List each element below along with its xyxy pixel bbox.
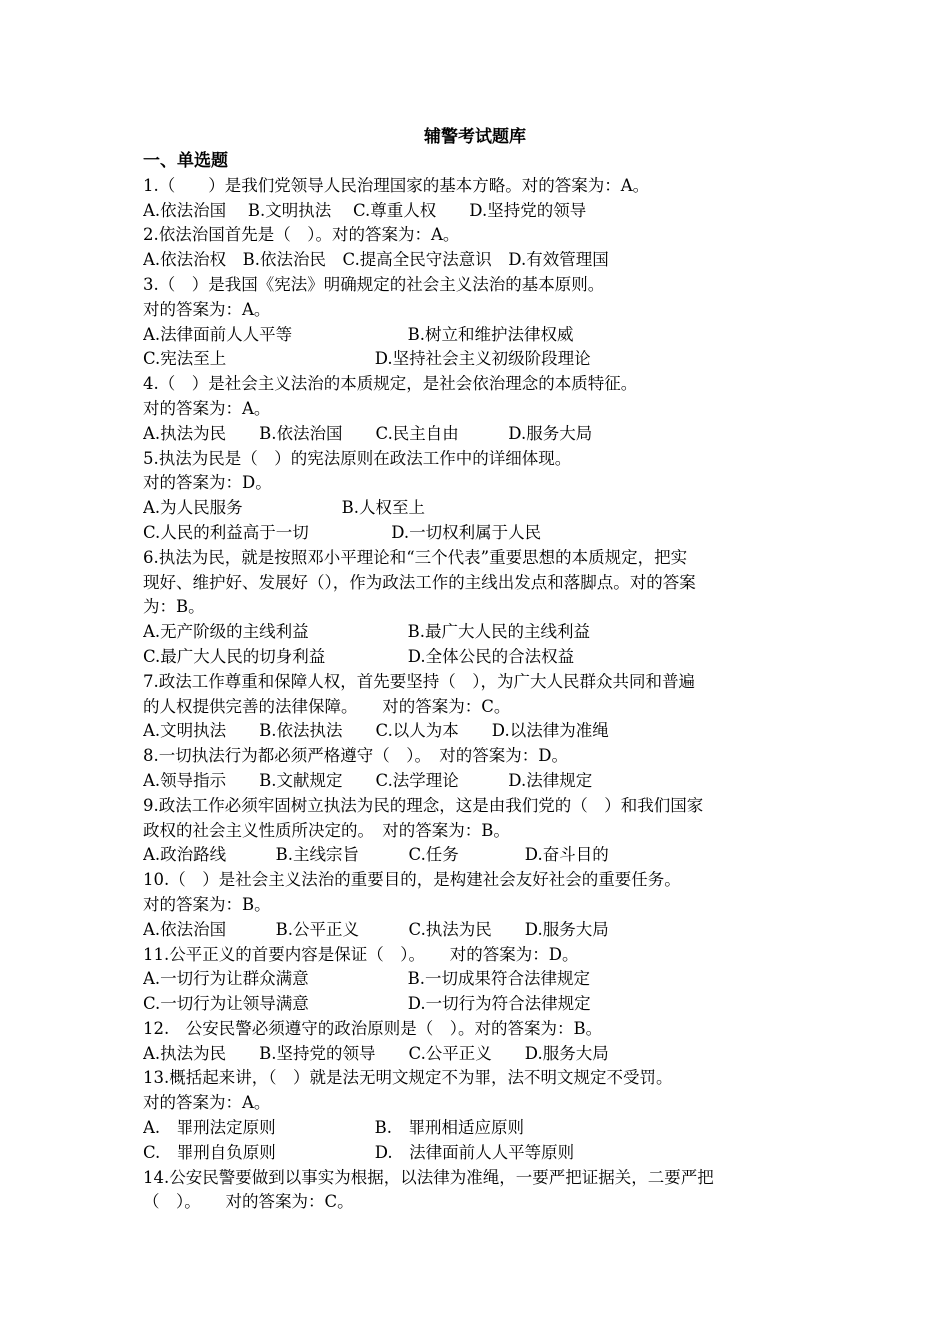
document-title: 辅警考试题库 (424, 127, 526, 147)
text-line: （ ）。 对的答案为：C。 (143, 1192, 354, 1212)
text-line: 7.政法工作尊重和保障人权，首先要坚持（ ），为广大人民群众共同和普遍 (143, 671, 695, 691)
text-line: 为：B。 (143, 597, 205, 617)
text-line: 8.一切执法行为都必须严格遵守（ ）。 对的答案为：D。 (143, 746, 568, 766)
text-line: 3.（ ）是我国《宪法》明确规定的社会主义法治的基本原则。 (143, 274, 605, 294)
text-line: 对的答案为：A。 (143, 398, 271, 418)
text-line: 现好、维护好、发展好（），作为政法工作的主线出发点和落脚点。对的答案 (143, 572, 696, 592)
text-line: C.一切行为让领导满意 D.一切行为符合法律规定 (143, 994, 591, 1014)
text-line: C. 罪刑自负原则 D. 法律面前人人平等原则 (143, 1142, 575, 1162)
text-line: A.政治路线 B.主线宗旨 C.任务 D.奋斗目的 (143, 845, 609, 865)
text-line: 9.政法工作必须牢固树立执法为民的理念，这是由我们党的（ ）和我们国家 (143, 795, 704, 815)
text-line: A.执法为民 B.依法治国 C.民主自由 D.服务大局 (143, 423, 593, 443)
text-line: 4.（ ）是社会主义法治的本质规定，是社会依治理念的本质特征。 (143, 374, 638, 394)
text-line: C.最广大人民的切身利益 D.全体公民的合法权益 (143, 646, 575, 666)
text-line: 对的答案为：A。 (143, 299, 271, 319)
text-line: A. 罪刑法定原则 B. 罪刑相适应原则 (143, 1118, 525, 1138)
text-line: 10.（ ）是社会主义法治的重要目的，是构建社会友好社会的重要任务。 (143, 870, 681, 890)
text-line: 14.公安民警要做到以事实为根据，以法律为准绳，一要严把证据关，二要严把 (143, 1167, 714, 1187)
text-line: 6.执法为民，就是按照邓小平理论和“三个代表”重要思想的本质规定，把实 (143, 547, 688, 567)
text-line: 1.（ ）是我们党领导人民治理国家的基本方略。对的答案为：A。 (143, 175, 650, 195)
document-body (143, 149, 813, 1215)
text-line: A.法律面前人人平等 B.树立和维护法律权威 (143, 324, 574, 344)
text-line: C.宪法至上 D.坚持社会主义初级阶段理论 (143, 349, 591, 369)
text-line: 11.公平正义的首要内容是保证（ ）。 对的答案为：D。 (143, 944, 579, 964)
text-line: A.为人民服务 B.人权至上 (143, 498, 426, 518)
text-line: A.执法为民 B.坚持党的领导 C.公平正义 D.服务大局 (143, 1043, 609, 1063)
text-line: 13.概括起来讲，（ ）就是法无明文规定不为罪，法不明文规定不受罚。 (143, 1068, 673, 1088)
text-line: 对的答案为：D。 (143, 473, 272, 493)
text-line: 政权的社会主义性质所决定的。 对的答案为：B。 (143, 820, 510, 840)
text-line: A.无产阶级的主线利益 B.最广大人民的主线利益 (143, 622, 591, 642)
text-line: 5.执法为民是（ ）的宪法原则在政法工作中的详细体现。 (143, 448, 572, 468)
section-heading: 一、单选题 (143, 151, 228, 171)
text-line: A.领导指示 B.文献规定 C.法学理论 D.法律规定 (143, 770, 593, 790)
text-line: 对的答案为：A。 (143, 1093, 271, 1113)
text-line: 的人权提供完善的法律保障。 对的答案为：C。 (143, 696, 511, 716)
text-line: A.依法治国 B.公平正义 C.执法为民 D.服务大局 (143, 919, 609, 939)
text-line: 对的答案为：B。 (143, 894, 271, 914)
text-line: C.人民的利益高于一切 D.一切权利属于人民 (143, 522, 542, 542)
text-line: 2.依法治国首先是（ ）。对的答案为：A。 (143, 225, 460, 245)
text-line: 12. 公安民警必须遵守的政治原则是（ ）。对的答案为：B。 (143, 1018, 603, 1038)
text-line: A.依法治国 B.文明执法 C.尊重人权 D.坚持党的领导 (143, 200, 587, 220)
text-line: A.文明执法 B.依法执法 C.以人为本 D.以法律为准绳 (143, 721, 609, 741)
text-line: A.依法治权 B.依法治民 C.提高全民守法意识 D.有效管理国 (143, 250, 609, 270)
text-line: A.一切行为让群众满意 B.一切成果符合法律规定 (143, 969, 591, 989)
